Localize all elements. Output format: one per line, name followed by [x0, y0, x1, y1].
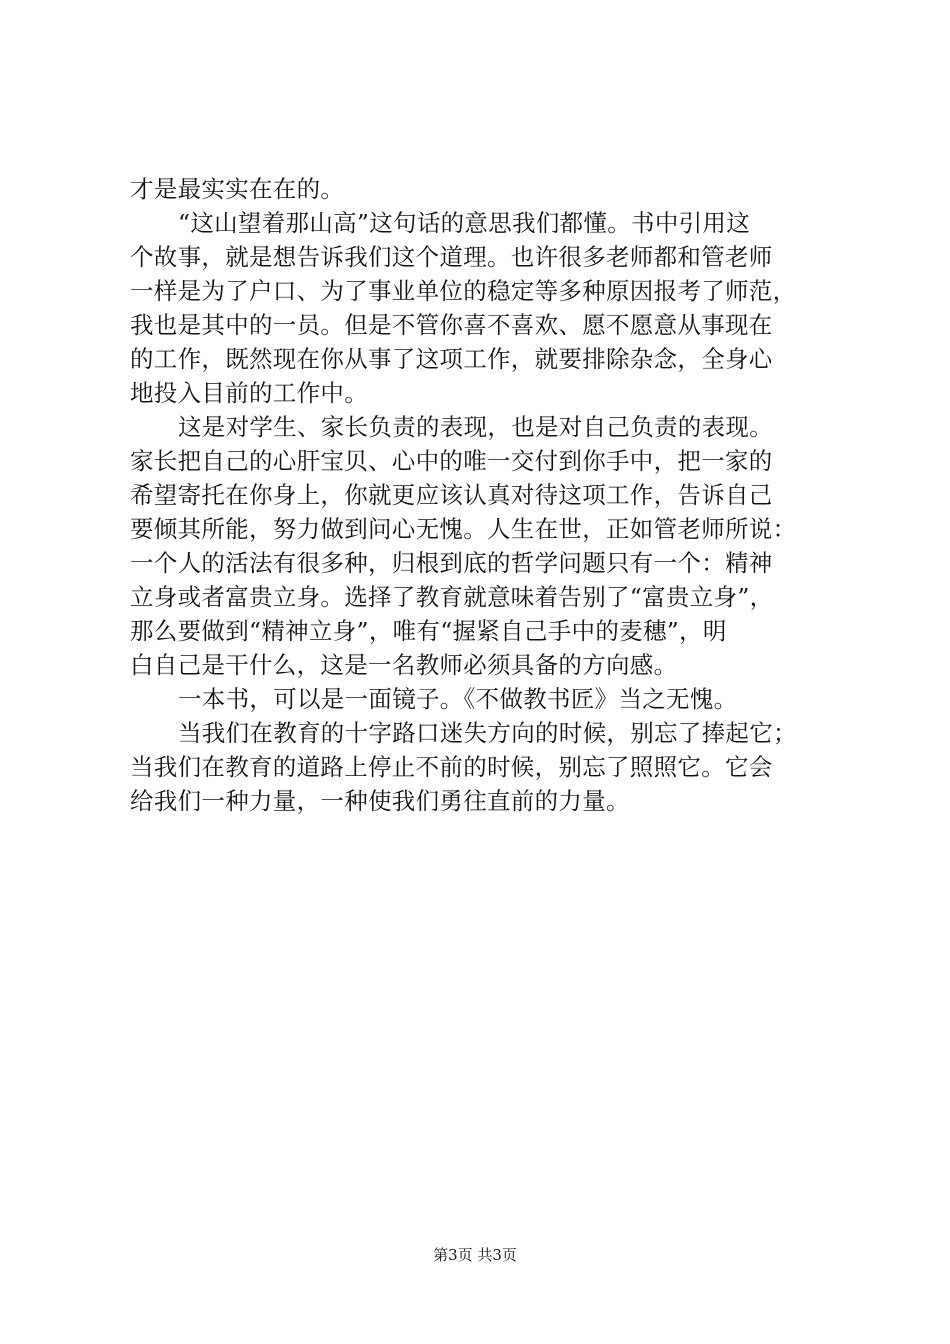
text-line: “这山望着那山高”这句话的意思我们都懂。书中引用这: [178, 209, 751, 237]
text-line: 个故事，就是想告诉我们这个道理。也许很多老师都和管老师: [130, 243, 773, 271]
page-footer: [0, 1244, 950, 1265]
text-line: 家长把自己的心肝宝贝、心中的唯一交付到你手中，把一家的: [130, 447, 773, 475]
text-line: 的工作，既然现在你从事了这项工作，就要排除杂念，全身心: [130, 345, 773, 373]
text-line: 要倾其所能，努力做到问心无愧。人生在世，正如管老师所说：: [130, 515, 797, 543]
text-line: 地投入目前的工作中。: [130, 379, 368, 407]
text-line: 白自己是干什么，这是一名教师必须具备的方向感。: [130, 651, 678, 679]
text-line: 那么要做到“精神立身”，唯有“握紧自己手中的麦穗”，明: [130, 617, 727, 645]
text-line: 一本书，可以是一面镜子。《不做教书匠》当之无愧。: [178, 685, 738, 713]
text-line: 希望寄托在你身上，你就更应该认真对待这项工作，告诉自己: [130, 481, 773, 509]
text-line: 立身或者富贵立身。选择了教育就意味着告别了“富贵立身”，: [130, 583, 774, 611]
text-line: 一样是为了户口、为了事业单位的稳定等多种原因报考了师范，: [130, 277, 797, 305]
text-line: 才是最实实在在的。: [130, 175, 345, 203]
text-line: 当我们在教育的十字路口迷失方向的时候，别忘了捧起它；: [178, 719, 797, 747]
page-number-label: 第3页 共3页: [433, 1246, 517, 1264]
text-line: 我也是其中的一员。但是不管你喜不喜欢、愿不愿意从事现在: [130, 311, 773, 339]
text-line: 一个人的活法有很多种，归根到底的哲学问题只有一个：精神: [130, 549, 773, 577]
text-line: 当我们在教育的道路上停止不前的时候，别忘了照照它。它会: [130, 753, 773, 781]
text-line: 这是对学生、家长负责的表现，也是对自己负责的表现。: [178, 413, 773, 441]
text-line: 给我们一种力量，一种使我们勇往直前的力量。: [130, 787, 630, 815]
document-body: [130, 172, 830, 818]
